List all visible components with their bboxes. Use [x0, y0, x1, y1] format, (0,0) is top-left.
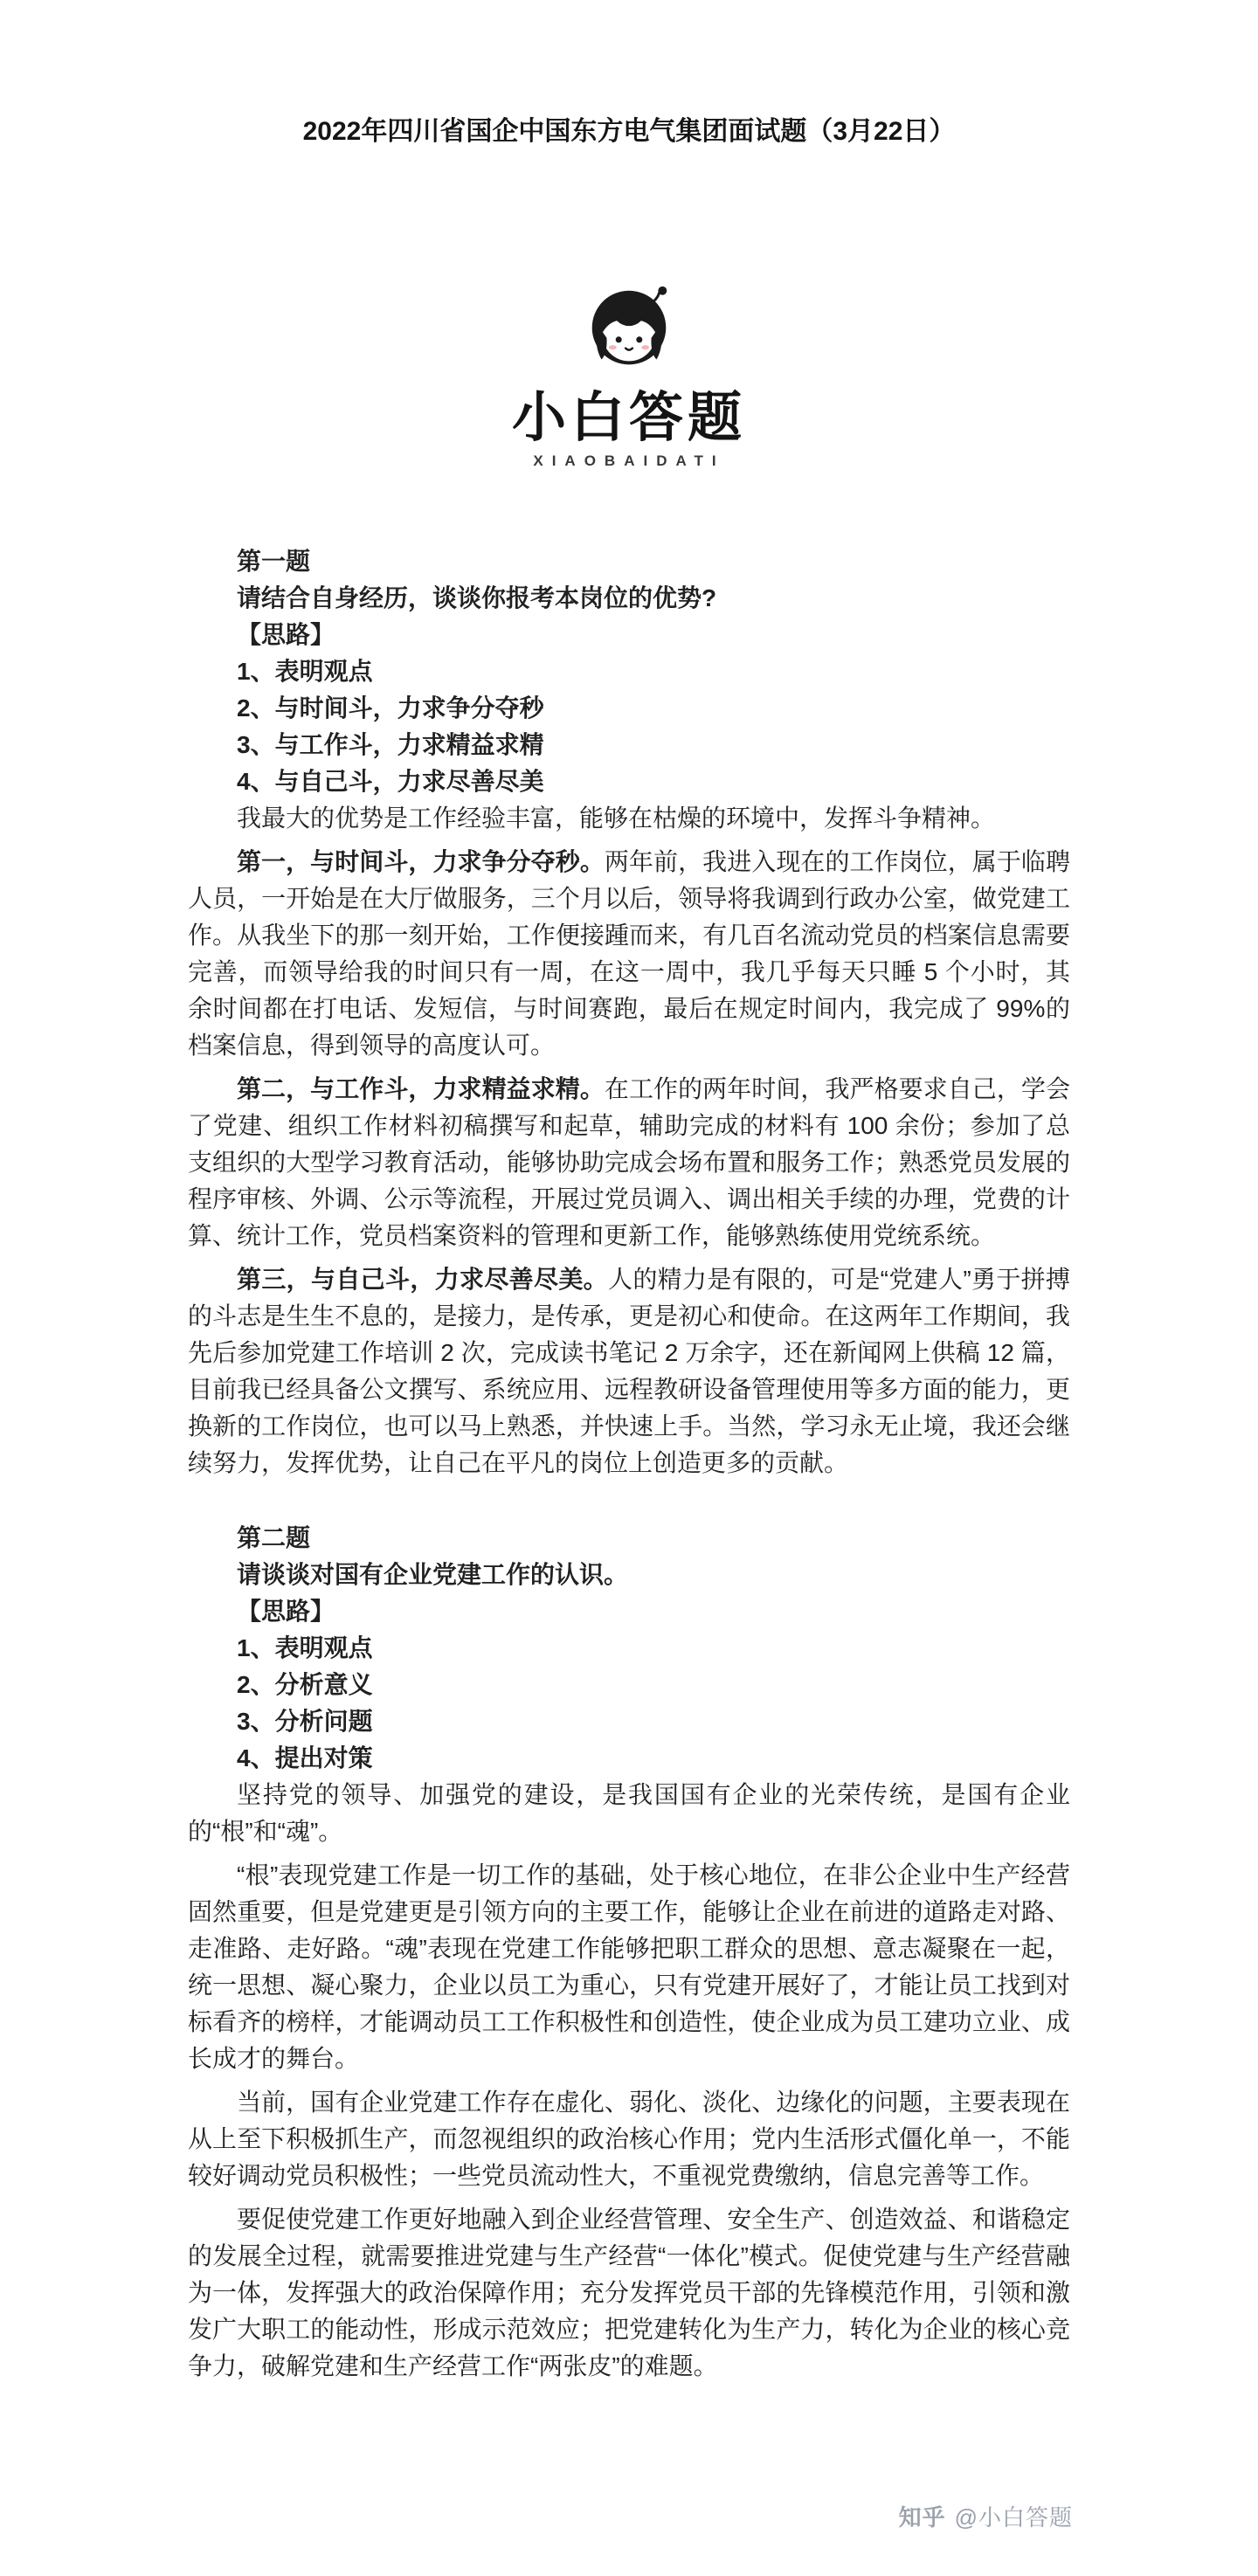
- outline-label: 【思路】: [237, 621, 335, 648]
- paragraph-lead: 第二，与工作斗，力求精益求精。: [237, 1075, 605, 1102]
- outline-item: 2、与时间斗，力求争分夺秒: [237, 694, 544, 722]
- paragraph-text: 当前，国有企业党建工作存在虚化、弱化、淡化、边缘化的问题，主要表现在从上至下积极抓生产，而忽视组织的政治核心作用；党内生活形式僵化单一，不能较好调动党员积极性；一些党员流动性大，不重视党费缴纳，信息完善等工作。: [188, 2089, 1070, 2189]
- paragraph: [188, 1261, 1070, 1481]
- watermark: [899, 2500, 1073, 2532]
- outline-item: 2、分析意义: [237, 1671, 373, 1698]
- paragraph: [188, 2084, 1070, 2194]
- paragraph-text: 两年前，我进入现在的工作岗位，属于临聘人员，一开始是在大厅做服务，三个月以后，领导将我调到行政办公室，做党建工作。从我坐下的那一刻开始，工作便接踵而来，有几百名流动党员的档案信息需要完善，而领导给我的时间只有一周，在这一周中，我几乎每天只睡 5 个小时，其余时间都在打电话、发短信，与时间赛跑，最后在规定时间内，我完成了 99%的档案信息，得到领导的高度认可。: [188, 848, 1070, 1059]
- zhihu-logo-text: 知乎: [898, 2504, 946, 2531]
- outline-item: 1、表明观点: [237, 1634, 373, 1661]
- section-question-1: [188, 543, 1070, 1481]
- paragraph-text: “根”表现党建工作是一切工作的基础，处于核心地位，在非公企业中生产经营固然重要，但是党建更是引领方向的主要工作，能够让企业在前进的道路走对路、走准路、走好路。“魂”表现在党建工作能够把职工群众的思想、意志凝聚在一起，统一思想、凝心聚力，企业以员工为重心，只有党建开展好了，才能让员工找到对标看齐的榜样，才能调动员工工作积极性和创造性，使企业成为员工建功立业、成长成才的舞台。: [188, 1861, 1070, 2072]
- section-question-2: [188, 1520, 1070, 2385]
- paragraph-text: 我最大的优势是工作经验丰富，能够在枯燥的环境中，发挥斗争精神。: [237, 805, 996, 832]
- outline-item: 4、与自己斗，力求尽善尽美: [237, 768, 544, 795]
- paragraph-lead: 第一，与时间斗，力求争分夺秒。: [237, 848, 605, 875]
- outline-item: 4、提出对策: [237, 1744, 373, 1771]
- section-question: 请结合自身经历，谈谈你报考本岗位的优势?: [237, 584, 717, 611]
- outline-item: 3、分析问题: [237, 1708, 373, 1735]
- paragraph-text: 人的精力是有限的，可是“党建人”勇于拼搏的斗志是生生不息的，是接力，是传承，更是初心和使命。在这两年工作期间，我先后参加党建工作培训 2 次，完成读书笔记 2 万余字，还在新闻网上供稿 12 篇，目前我已经具备公文撰写、系统应用、远程教研设备管理使用等多方面的能力，更换新的工作岗位，也可以马上熟悉，并快速上手。当然，学习永无止境，我还会继续努力，发挥优势，让自己在平凡的岗位上创造更多的贡献。: [188, 1266, 1070, 1476]
- brand-wordmark: 小白答题: [511, 388, 746, 448]
- paragraph: [188, 844, 1070, 1064]
- paragraph-text: 要促使党建工作更好地融入到企业经营管理、安全生产、创造效益、和谐稳定的发展全过程，就需要推进党建与生产经营“一体化”模式。促使党建与生产经营融为一体，发挥强大的政治保障作用；充分发挥党员干部的先锋模范作用，引领和激发广大职工的能动性，形成示范效应；把党建转化为生产力，转化为企业的核心竞争力，破解党建和生产经营工作“两张皮”的难题。: [188, 2206, 1070, 2379]
- paragraph: [188, 2201, 1070, 2385]
- outline-item: 3、与工作斗，力求精益求精: [237, 731, 544, 758]
- brand-logo: [0, 280, 1258, 470]
- paragraph: [188, 1857, 1070, 2077]
- paragraph: [188, 800, 1070, 837]
- section-heading: 第二题: [237, 1524, 311, 1551]
- watermark-handle: @小白答题: [954, 2504, 1073, 2531]
- xiaobai-girl-avatar-icon: [0, 280, 1258, 383]
- document-body: [188, 543, 1070, 2385]
- outline-label: 【思路】: [237, 1598, 335, 1625]
- paragraph-lead: 第三，与自己斗，力求尽善尽美。: [237, 1266, 608, 1293]
- brand-subtitle: XIAOBAIDATI: [533, 452, 725, 469]
- paragraph-text: 坚持党的领导、加强党的建设，是我国国有企业的光荣传统，是国有企业的“根”和“魂”。: [188, 1781, 1070, 1845]
- section-question: 请谈谈对国有企业党建工作的认识。: [237, 1561, 629, 1588]
- paragraph-text: 在工作的两年时间，我严格要求自己，学会了党建、组织工作材料初稿撰写和起草，辅助完成的材料有 100 余份；参加了总支组织的大型学习教育活动，能够协助完成会场布置和服务工作；熟悉党员发展的程序审核、外调、公示等流程，开展过党员调入、调出相关手续的办理，党费的计算、统计工作，党员档案资料的管理和更新工作，能够熟练使用党统系统。: [188, 1075, 1070, 1249]
- doc-title: 2022年四川省国企中国东方电气集团面试题（3月22日）: [302, 117, 956, 146]
- paragraph: [188, 1777, 1070, 1850]
- outline-item: 1、表明观点: [237, 658, 373, 685]
- paragraph: [188, 1071, 1070, 1254]
- section-heading: 第一题: [237, 548, 311, 575]
